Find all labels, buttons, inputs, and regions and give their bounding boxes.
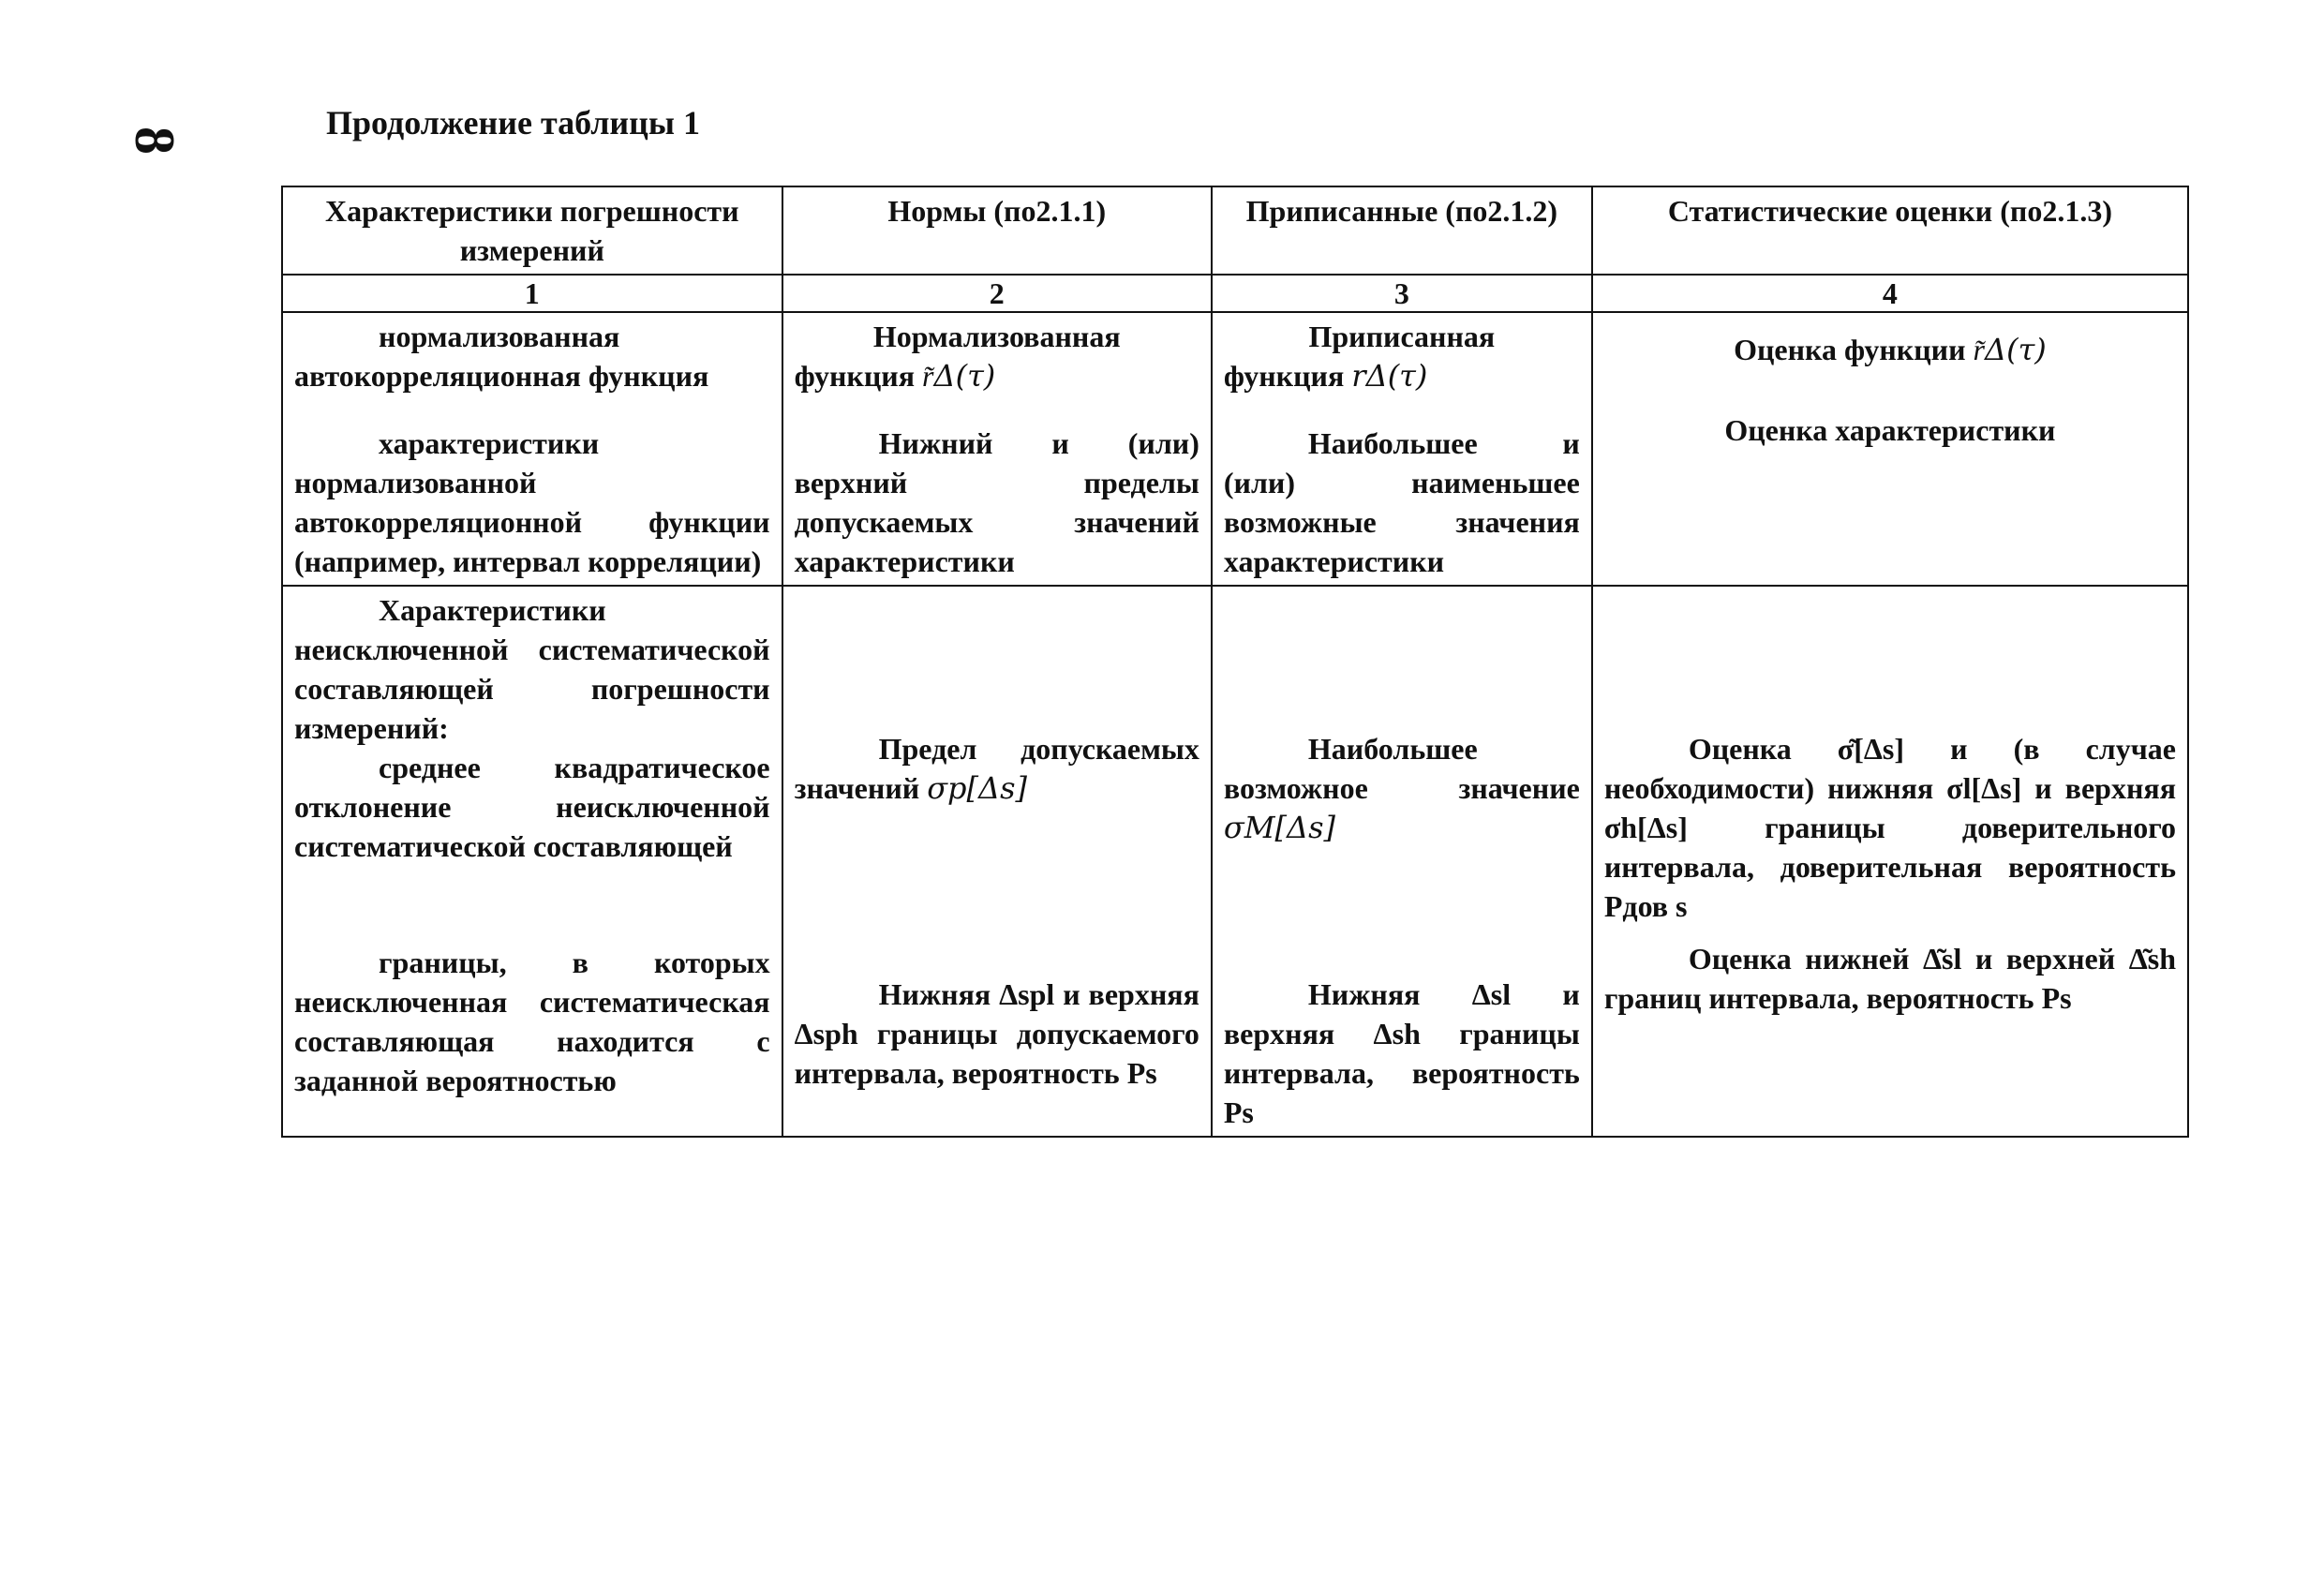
table-cell: [1212, 586, 1592, 1137]
math-formula: σp[Δs]: [927, 770, 1028, 806]
cell-text: границы, в которых неисключенная систематическая составляющая находится с заданной вероятностью: [294, 946, 770, 1097]
table-row: [282, 312, 2188, 586]
column-number-2: 2: [782, 275, 1212, 312]
math-formula: rΔ(τ): [1351, 358, 1428, 394]
cell-text: [1224, 356, 1580, 395]
column-number-1: 1: [282, 275, 782, 312]
cell-text: функция: [1223, 359, 1345, 393]
cell-text: Приписанная: [1308, 320, 1496, 353]
table-cell: [782, 586, 1212, 1137]
math-formula: r͂Δ(τ): [1973, 332, 2047, 367]
cell-text: Оценка нижней Δ͂sl и верхней Δ͂sh границ интервала, вероятность Ps: [1603, 942, 2176, 1015]
cell-text: [1604, 330, 2176, 369]
math-formula: r͂Δ(τ): [922, 358, 996, 394]
cell-text: Нормализованная: [872, 320, 1121, 353]
column-number-row: [282, 275, 2188, 312]
cell-text: Оценка σ͂[Δs] и (в случае необходимости) нижняя σl[Δs] и верхняя σh[Δs] границы доверительного интервала, доверительная вероятность Pдов s: [1603, 732, 2176, 923]
table-cell: [1592, 586, 2188, 1137]
header-cell-1: Характеристики погрешности измерений: [282, 186, 782, 275]
column-number-3: 3: [1212, 275, 1592, 312]
cell-text: Нижний и (или) верхний пределы допускаемых значений характеристики: [794, 426, 1199, 578]
table-cell: [282, 312, 782, 586]
cell-text: Предел допускаемых значений: [794, 732, 1199, 805]
header-cell-3: Приписанные (по2.1.2): [1212, 186, 1592, 275]
cell-text: Наибольшее и (или) наименьшее возможные значения характеристики: [1223, 426, 1580, 578]
header-cell-2: Нормы (по2.1.1): [782, 186, 1212, 275]
header-cell-4: Статистические оценки (по2.1.3): [1592, 186, 2188, 275]
characteristics-table: [281, 186, 2189, 1138]
table-cell: [282, 586, 782, 1137]
column-number-4: 4: [1592, 275, 2188, 312]
cell-text: Нижняя Δspl и верхняя Δsph границы допускаемого интервала, вероятность Ps: [794, 977, 1199, 1090]
table-caption: Продолжение таблицы 1: [326, 104, 701, 142]
cell-text: характеристики нормализованной автокорреляционной функции (например, интервал корреляции): [294, 426, 770, 578]
table-cell: [782, 312, 1212, 586]
table-cell: [1592, 312, 2188, 586]
page-number: 8: [124, 127, 186, 155]
cell-text: Оценка функции: [1734, 333, 1966, 366]
cell-text: [795, 356, 1199, 395]
cell-text: Характеристики неисключенной систематической составляющей погрешности измерений:: [294, 593, 770, 745]
table-cell: [1212, 312, 1592, 586]
cell-text: нормализованная автокорреляционная функция: [294, 320, 709, 393]
header-row: [282, 186, 2188, 275]
cell-text: Наибольшее возможное значение: [1223, 732, 1580, 805]
cell-text: Нижняя Δsl и верхняя Δsh границы интервала, вероятность Ps: [1223, 977, 1580, 1129]
cell-text: [795, 729, 1199, 808]
cell-text: функция: [794, 359, 916, 393]
math-formula: σM[Δs]: [1223, 810, 1335, 845]
cell-text: среднее квадратическое отклонение неисключенной систематической составляющей: [294, 751, 770, 863]
cell-text: [1224, 729, 1580, 847]
table-row: [282, 586, 2188, 1137]
cell-text: Оценка характеристики: [1724, 413, 2056, 447]
